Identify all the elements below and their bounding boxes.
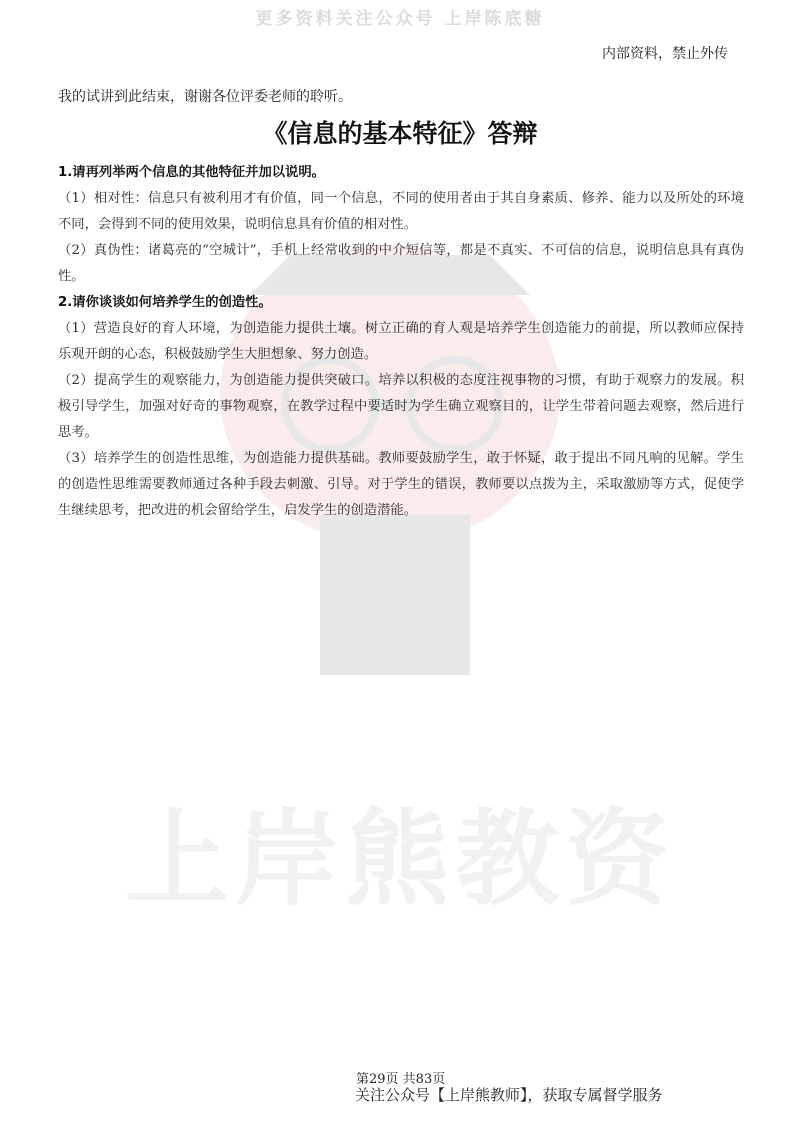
paragraph: （3）培养学生的创造性思维，为创造能力提供基础。教师要鼓励学生，敢于怀疑，敢于提出不同凡响的见解。学生的创造性思维需要教师通过各种手段去刺激、引导。对于学生的错误，教师要以点拨为主，采取激励等方式，促使学生继续思考，把改进的机会留给学生，启发学生的创造潜能。 xyxy=(58,451,744,518)
confidential-notice: 内部资料，禁止外传 xyxy=(602,46,728,62)
section-question: 2.请你谈谈如何培养学生的创造性。 xyxy=(58,295,272,310)
intro-line: 我的试讲到此结束，谢谢各位评委老师的聆听。 xyxy=(58,89,352,105)
section-question: 1.请再列举两个信息的其他特征并加以说明。 xyxy=(58,165,325,180)
page-number: 第29页 共83页 xyxy=(356,1072,446,1087)
paragraph: （2）真伪性：诸葛亮的“空城计”，手机上经常收到的中介短信等，都是不真实、不可信的信息，说明信息具有真伪性。 xyxy=(58,243,744,284)
center-watermark: 上岸熊教资 xyxy=(124,798,675,920)
footer-promo: 关注公众号【上岸熊教师】，获取专属督学服务 xyxy=(355,1086,663,1104)
section-2 xyxy=(58,290,744,524)
page-title: 《信息的基本特征》答辩 xyxy=(262,119,538,148)
answer-content xyxy=(58,160,744,524)
section-1 xyxy=(58,160,744,290)
paragraph: （1）营造良好的育人环境，为创造能力提供土壤。树立正确的育人观是培养学生创造能力的前提，所以教师应保持乐观开朗的心态，积极鼓励学生大胆想象、努力创造。 xyxy=(58,321,744,362)
paragraph: （2）提高学生的观察能力，为创造能力提供突破口。培养以积极的态度注视事物的习惯，有助于观察力的发展。积极引导学生，加强对好奇的事物观察，在教学过程中要适时为学生确立观察目的，让学生带着问题去观察，然后进行思考。 xyxy=(58,373,744,440)
paragraph: （1）相对性：信息只有被利用才有价值，同一个信息，不同的使用者由于其自身素质、修养、能力以及所处的环境不同，会得到不同的使用效果，说明信息具有价值的相对性。 xyxy=(58,191,744,232)
top-watermark: 更多资料关注公众号 上岸陈底糖 xyxy=(255,9,545,29)
